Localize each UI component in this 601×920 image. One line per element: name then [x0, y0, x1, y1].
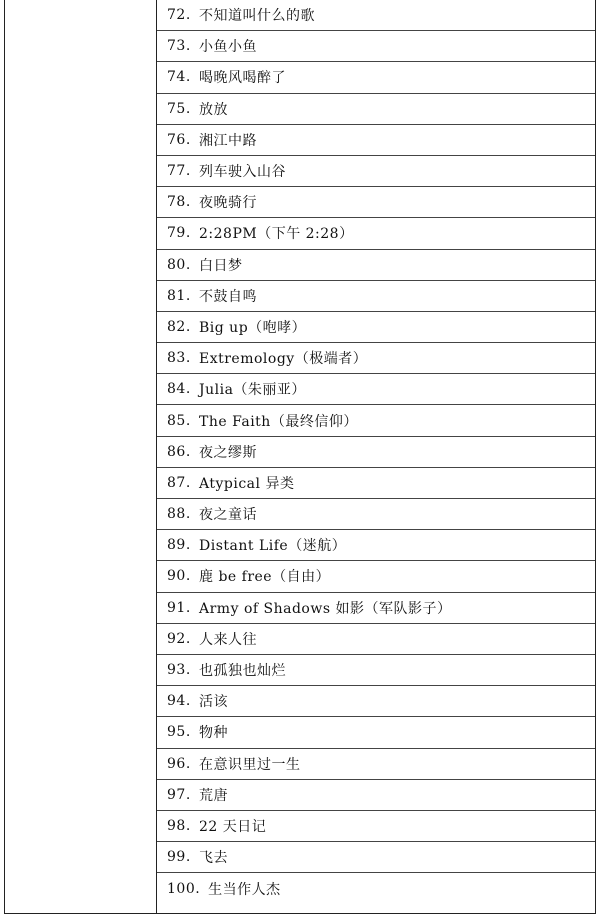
song-title: 物种: [199, 725, 228, 742]
song-list-table: [4, 0, 596, 914]
table-row: [157, 94, 595, 125]
table-row: [157, 749, 595, 780]
song-title: 喝晚风喝醉了: [199, 70, 286, 87]
song-title: The Faith（最终信仰）: [199, 413, 358, 430]
song-title: 不鼓自鸣: [199, 288, 257, 305]
table-row: [157, 686, 595, 717]
empty-left-column: [5, 0, 157, 913]
row-number: 99.: [167, 849, 191, 866]
table-row: [157, 624, 595, 655]
table-row: [157, 281, 595, 312]
row-number: 88.: [167, 506, 191, 523]
song-rows: [157, 0, 595, 913]
song-title: 夜之童话: [199, 507, 257, 524]
row-number: 75.: [167, 100, 191, 117]
row-number: 73.: [167, 38, 191, 55]
table-row: [157, 31, 595, 62]
song-title: Extremology（极端者）: [199, 351, 368, 368]
row-number: 83.: [167, 350, 191, 367]
song-title: 夜晚骑行: [199, 195, 257, 212]
row-number: 74.: [167, 69, 191, 86]
song-title: 生当作人杰: [208, 881, 281, 898]
table-row: [157, 780, 595, 811]
table-row: [157, 312, 595, 343]
table-row: [157, 405, 595, 436]
song-title: Atypical 异类: [199, 475, 295, 492]
row-number: 100.: [167, 880, 201, 897]
table-row: [157, 530, 595, 561]
row-number: 84.: [167, 381, 191, 398]
song-title: 也孤独也灿烂: [199, 663, 286, 680]
table-row: [157, 561, 595, 592]
row-number: 72.: [167, 7, 191, 24]
row-number: 82.: [167, 318, 191, 335]
row-number: 96.: [167, 755, 191, 772]
song-title: 2:28PM（下午 2:28）: [199, 226, 354, 243]
table-row: [157, 156, 595, 187]
row-number: 79.: [167, 225, 191, 242]
song-title: 白日梦: [199, 257, 243, 274]
table-row: [157, 374, 595, 405]
table-row: [157, 842, 595, 873]
song-title: Distant Life（迷航）: [199, 538, 347, 555]
row-number: 85.: [167, 412, 191, 429]
row-number: 92.: [167, 630, 191, 647]
song-title: 列车驶入山谷: [199, 164, 286, 181]
song-title: 22 天日记: [199, 818, 267, 835]
table-row: [157, 62, 595, 93]
table-row: [157, 499, 595, 530]
song-title: 在意识里过一生: [199, 756, 301, 773]
row-number: 95.: [167, 724, 191, 741]
row-number: 97.: [167, 786, 191, 803]
row-number: 78.: [167, 194, 191, 211]
song-title: 小鱼小鱼: [199, 39, 257, 56]
song-title: 湘江中路: [199, 132, 257, 149]
row-number: 86.: [167, 443, 191, 460]
song-title: 放放: [199, 101, 228, 118]
table-row: [157, 655, 595, 686]
song-title: 鹿 be free（自由）: [199, 569, 331, 586]
row-number: 77.: [167, 163, 191, 180]
song-title: 人来人往: [199, 631, 257, 648]
row-number: 98.: [167, 817, 191, 834]
song-title: 夜之缪斯: [199, 444, 257, 461]
table-row: [157, 717, 595, 748]
row-number: 93.: [167, 662, 191, 679]
song-title: Army of Shadows 如影（军队影子）: [199, 600, 452, 617]
song-title: Big up（咆哮）: [199, 319, 307, 336]
row-number: 94.: [167, 693, 191, 710]
song-title: Julia（朱丽亚）: [199, 382, 306, 399]
song-title: 活该: [199, 694, 228, 711]
table-row: [157, 873, 595, 904]
song-title: 荒唐: [199, 787, 228, 804]
row-number: 81.: [167, 287, 191, 304]
table-row: [157, 218, 595, 249]
row-number: 91.: [167, 599, 191, 616]
table-row: [157, 437, 595, 468]
table-row: [157, 187, 595, 218]
row-number: 76.: [167, 131, 191, 148]
song-title: 不知道叫什么的歌: [199, 8, 315, 25]
table-row: [157, 250, 595, 281]
table-row: [157, 0, 595, 31]
row-number: 89.: [167, 537, 191, 554]
table-row: [157, 343, 595, 374]
table-row: [157, 593, 595, 624]
table-row: [157, 811, 595, 842]
song-title: 飞去: [199, 850, 228, 867]
table-row: [157, 125, 595, 156]
row-number: 90.: [167, 568, 191, 585]
row-number: 87.: [167, 474, 191, 491]
row-number: 80.: [167, 256, 191, 273]
table-row: [157, 468, 595, 499]
